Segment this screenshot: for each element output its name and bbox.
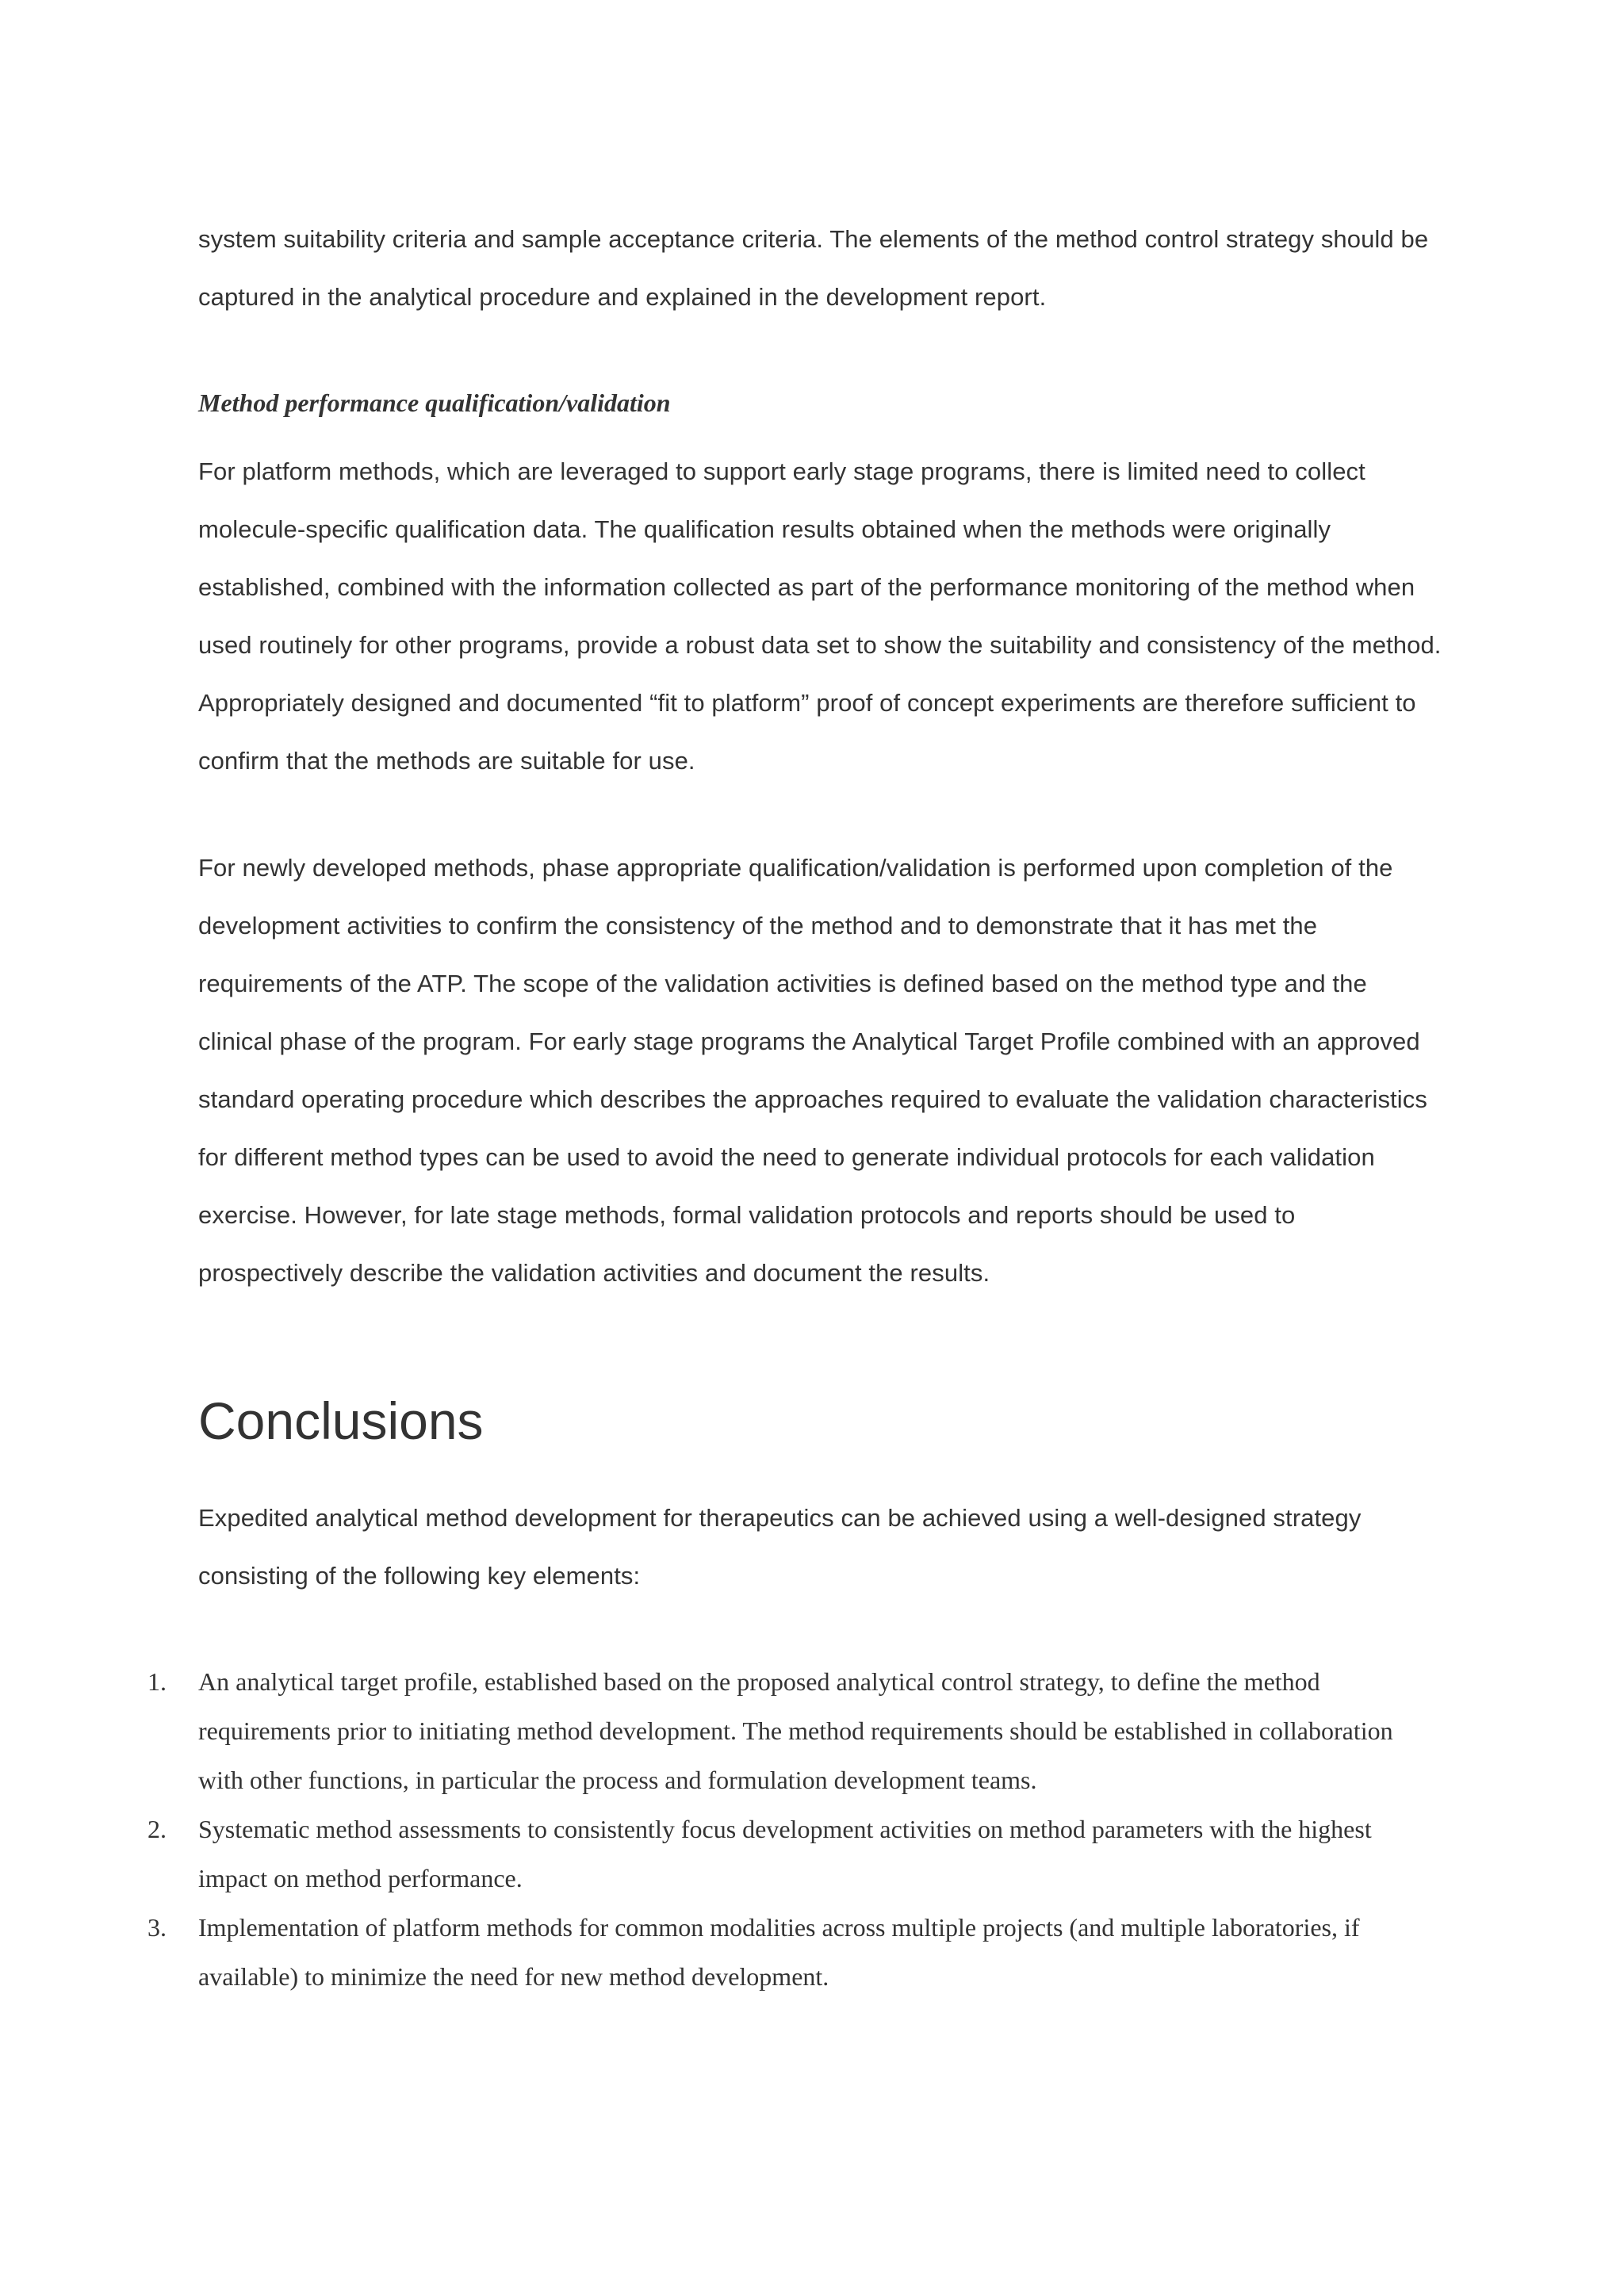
list-item (0, 1657, 1624, 1804)
paragraph-platform-methods: For platform methods, which are leveraged to support early stage programs, there is limited need to collect molecule-specific qualification data. The qualification results obtained when the methods were originally established, combined with the information collected as part of the performance monitoring of the method when used routinely for other programs, provide a robust data set to show the suitability and consistency of the method. Appropriately designed and documented “fit to platform” proof of concept experiments are therefore sufficient to confirm that the methods are suitable for use. (198, 457, 1442, 775)
paragraph-conclusions-intro: Expedited analytical method development for therapeutics can be achieved using a well-designed strategy consisting of the following key elements: (198, 1504, 1362, 1590)
list-item-number: 3. (147, 1913, 167, 1942)
list-item (0, 1903, 1624, 2001)
list-item-text: Implementation of platform methods for common modalities across multiple projects (and multiple laboratories, if available) to minimize the need for new method development. (198, 1913, 1360, 1991)
paragraph-control-strategy: system suitability criteria and sample acceptance criteria. The elements of the method control strategy should be captured in the analytical procedure and explained in the development report. (198, 225, 1429, 311)
paragraph-new-methods: For newly developed methods, phase appropriate qualification/validation is performed upon completion of the development activities to confirm the consistency of the method and to demonstrate that it has met the requirements of the ATP. The scope of the validation activities is defined based on the method type and the clinical phase of the program. For early stage programs the Analytical Target Profile combined with an approved standard operating procedure which describes the approaches required to evaluate the validation characteristics for different method types can be used to avoid the need to generate individual protocols for each validation exercise. However, for late stage methods, formal validation protocols and reports should be used to prospectively describe the validation activities and document the results. (198, 854, 1427, 1287)
list-item (0, 1804, 1624, 1903)
list-item-number: 1. (147, 1667, 167, 1696)
list-item-text: Systematic method assessments to consistently focus development activities on method parameters with the highest impact on method performance. (198, 1815, 1372, 1892)
section-heading-conclusions: Conclusions (198, 1391, 484, 1450)
key-elements-list (0, 1657, 1624, 2001)
list-item-number: 2. (147, 1815, 167, 1843)
list-item-text: An analytical target profile, established based on the proposed analytical control strategy, to define the method requirements prior to initiating method development. The method requirements should be established in collaboration with other functions, in particular the process and formulation development teams. (198, 1667, 1393, 1794)
section-heading-method-performance: Method performance qualification/validation (198, 388, 671, 417)
